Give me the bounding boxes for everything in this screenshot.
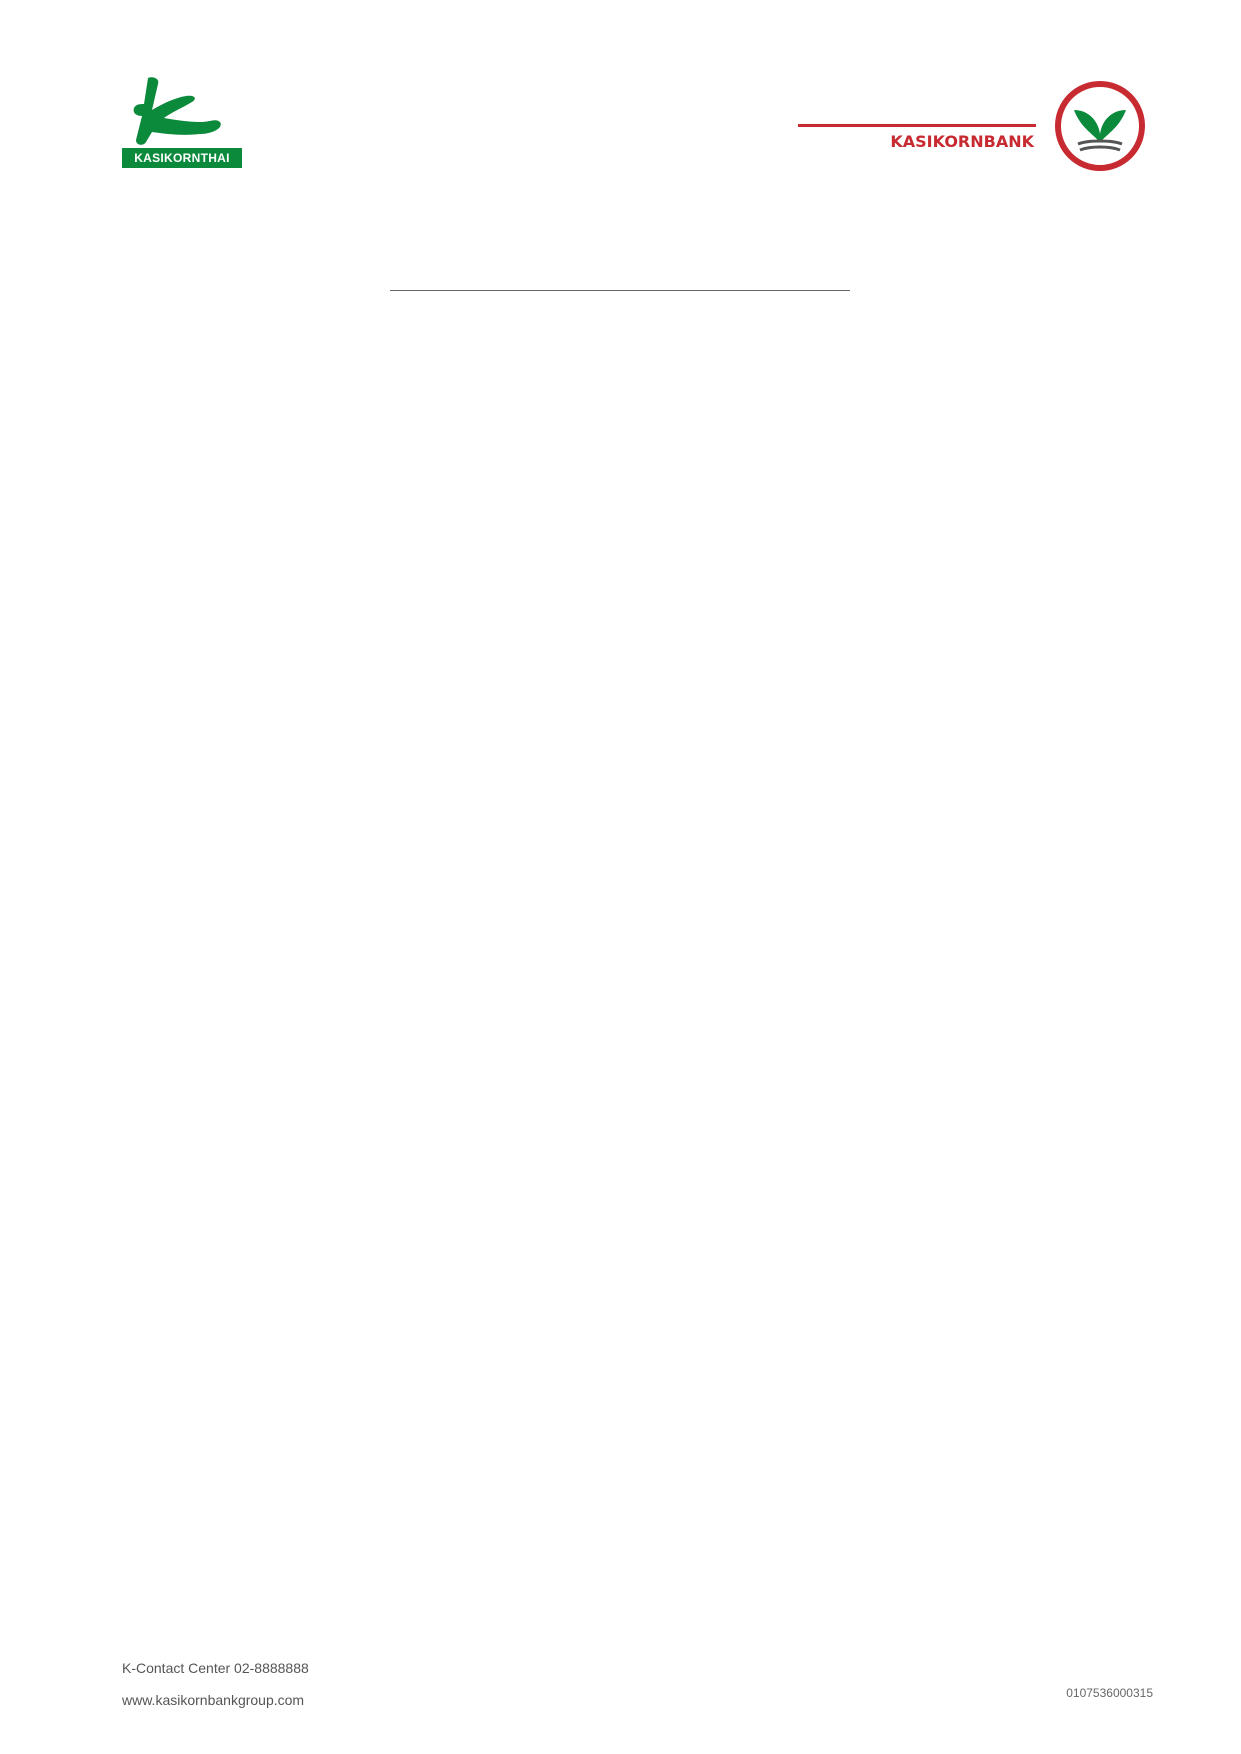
signature-block	[560, 1236, 1160, 1336]
measure-item-3	[90, 544, 1150, 589]
issuer-name	[560, 1286, 1160, 1336]
footer-contact	[122, 1652, 309, 1716]
registration-number: 0107536000315	[1066, 1686, 1153, 1700]
measure-item-1	[90, 454, 1150, 499]
announcement-date	[560, 1236, 1160, 1286]
k-mark-icon	[122, 76, 244, 148]
bank-name-english: KASIKORNBANK	[890, 132, 1034, 151]
rice-plant-emblem-icon	[1054, 80, 1146, 172]
closing-paragraph	[90, 627, 1150, 672]
bank-name-thai	[814, 80, 1034, 120]
measures-intro	[90, 409, 1150, 454]
bank-name-underline	[798, 124, 1036, 127]
announcement-body	[90, 326, 1150, 672]
kasikornthai-logo	[122, 76, 244, 168]
incident-paragraph	[90, 326, 1150, 371]
contact-center: K-Contact Center 02-8888888	[122, 1660, 309, 1676]
page-title	[0, 218, 1241, 258]
website-link[interactable]: www.kasikornbankgroup.com	[122, 1692, 305, 1708]
footer-slogan	[470, 1664, 770, 1696]
title-divider	[390, 290, 850, 291]
measure-item-2	[90, 499, 1150, 544]
kasikornbank-logo	[796, 80, 1146, 170]
kasikornthai-wordmark: KASIKORNTHAI	[122, 148, 242, 168]
